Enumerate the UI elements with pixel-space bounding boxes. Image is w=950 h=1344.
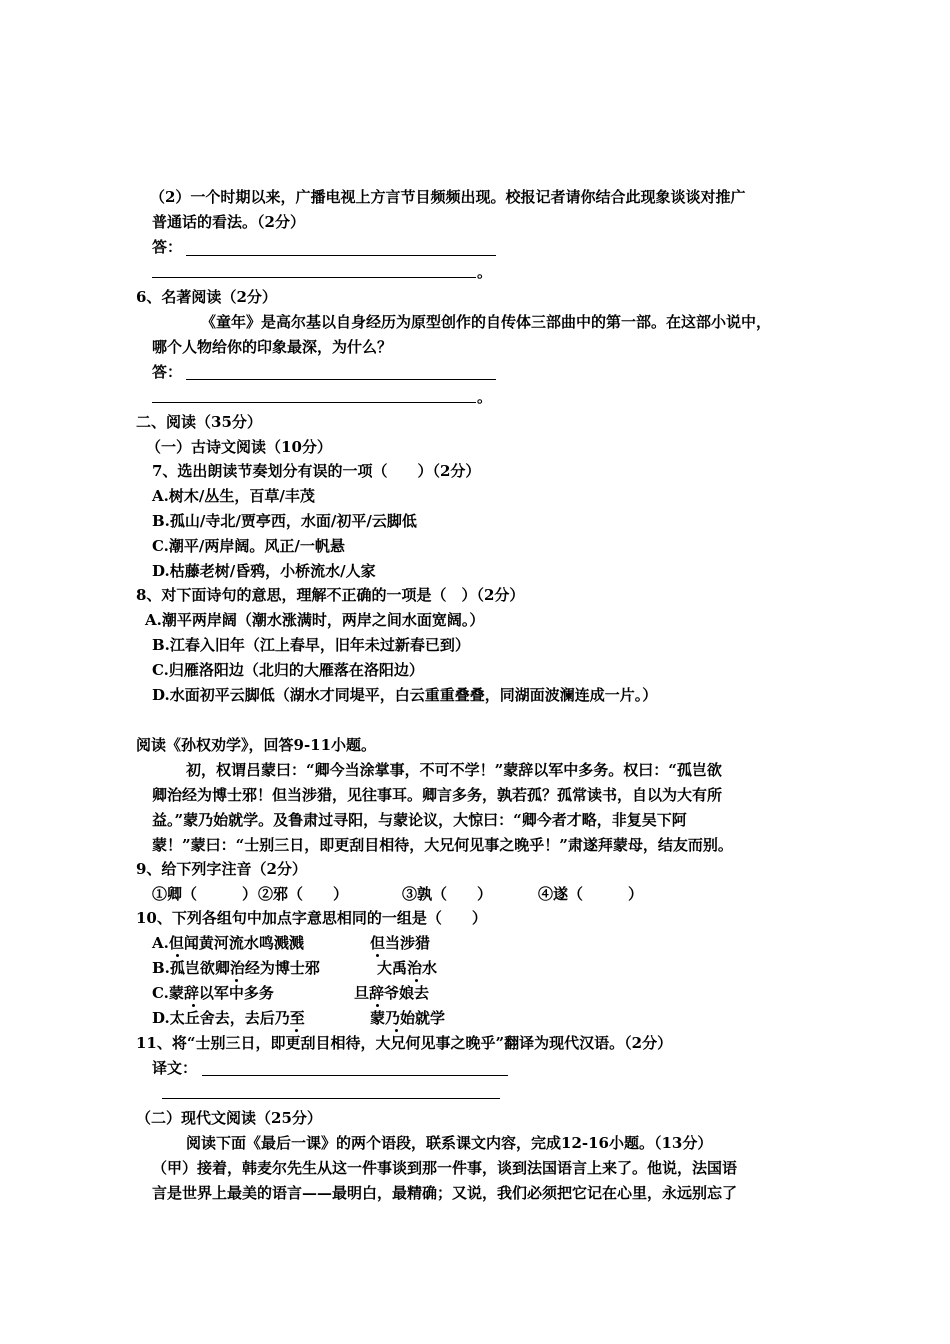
q7-option-c[interactable]: C.潮平/两岸阔。风正/一帆悬 bbox=[152, 537, 345, 555]
q8-option-c[interactable]: C.归雁洛阳边（北归的大雁落在洛阳边） bbox=[152, 661, 424, 679]
q8-option-d[interactable]: D.水面初平云脚低（湖水才同堤平，白云重重叠叠，同湖面波澜连成一片。） bbox=[152, 686, 658, 704]
q7-option-d[interactable]: D.枯藤老树/昏鸦，小桥流水/人家 bbox=[152, 562, 376, 580]
passage-line2: 卿治经为博士邪！但当涉猎，见往事耳。卿言多务，孰若孤？孤常读书，自以为大有所 bbox=[152, 786, 723, 804]
jia-line1: （甲）接着，韩麦尔先生从这一件事谈到那一件事，谈到法国语言上来了。他说，法国语 bbox=[152, 1159, 738, 1177]
q10-option-c-left[interactable]: C.蒙辞以军中多务 bbox=[152, 984, 274, 1002]
q6-line2: 哪个人物给你的印象最深，为什么？ bbox=[152, 338, 393, 356]
q11-stem: 11、将“士别三日，即更刮目相待，大兄何见事之晚乎”翻译为现代汉语。（2分） bbox=[136, 1034, 673, 1052]
q5-2-answer-label: 答： bbox=[152, 238, 183, 256]
q9-item-2[interactable]: ②邪（ ） bbox=[258, 885, 349, 903]
q11-translation-blank-1[interactable] bbox=[202, 1075, 508, 1076]
emphasis-dot bbox=[395, 1029, 398, 1032]
q9-stem: 9、给下列字注音（2分） bbox=[136, 860, 307, 878]
q10-option-d-left[interactable]: D.太丘舍去，去后乃至 bbox=[152, 1009, 305, 1027]
q10-option-a-right: 但当涉猎 bbox=[370, 934, 431, 952]
q10-option-d-right: 蒙乃始就学 bbox=[370, 1009, 446, 1027]
q10-stem: 10、下列各组句中加点字意思相同的一组是（ ） bbox=[136, 909, 487, 927]
q5-2-end-mark: 。 bbox=[477, 263, 493, 281]
emphasis-dot bbox=[415, 979, 418, 982]
q10-option-b-left[interactable]: B.孤岂欲卿治经为博士邪 bbox=[152, 959, 320, 977]
sub2-instruction: 阅读下面《最后一课》的两个语段，联系课文内容，完成12-16小题。（13分） bbox=[186, 1134, 713, 1152]
section2-sub2-title: （二）现代文阅读（25分） bbox=[136, 1109, 322, 1127]
q10-option-a-left[interactable]: A.但闻黄河流水鸣溅溅 bbox=[152, 934, 304, 952]
q10-option-b-right: 大禹治水 bbox=[377, 959, 438, 977]
q5-2-line1: （2）一个时期以来，广播电视上方言节目频频出现。校报记者请你结合此现象谈谈对推广 bbox=[150, 188, 746, 206]
q6-answer-label: 答： bbox=[152, 363, 183, 381]
q8-option-b[interactable]: B.江春入旧年（江上春早，旧年未过新春已到） bbox=[152, 636, 470, 654]
emphasis-dot bbox=[235, 979, 238, 982]
passage-line3: 益。”蒙乃始就学。及鲁肃过寻阳，与蒙论议，大惊曰：“卿今者才略，非复吴下阿 bbox=[152, 811, 687, 829]
emphasis-dot bbox=[176, 954, 179, 957]
q9-item-3[interactable]: ③孰（ ） bbox=[402, 885, 493, 903]
q8-option-a[interactable]: A.潮平两岸阔（潮水涨满时，两岸之间水面宽阔。） bbox=[145, 611, 485, 629]
q9-item-4[interactable]: ④遂（ ） bbox=[538, 885, 644, 903]
passage-line4: 蒙！”蒙曰：“士别三日，即更刮目相待，大兄何见事之晚乎！”肃遂拜蒙母，结友而别。 bbox=[152, 836, 733, 854]
emphasis-dot bbox=[376, 954, 379, 957]
q7-option-a[interactable]: A.树木/丛生，百草/丰茂 bbox=[152, 487, 315, 505]
q10-option-c-right: 旦辞爷娘去 bbox=[354, 984, 430, 1002]
q6-title: 6、名著阅读（2分） bbox=[136, 288, 277, 306]
section2-sub1-title: （一）古诗文阅读（10分） bbox=[146, 438, 332, 456]
q7-option-b[interactable]: B.孤山/寺北/贾亭西，水面/初平/云脚低 bbox=[152, 512, 417, 530]
q5-2-answer-blank-1[interactable] bbox=[186, 255, 496, 256]
q5-2-answer-blank-2[interactable] bbox=[152, 277, 476, 278]
passage-line1: 初，权谓吕蒙曰：“卿今当涂掌事，不可不学！”蒙辞以军中多务。权曰：“孤岂欲 bbox=[186, 761, 722, 779]
q6-answer-blank-2[interactable] bbox=[152, 402, 476, 403]
q6-line1: 《童年》是高尔基以自身经历为原型创作的自传体三部曲中的第一部。在这部小说中， bbox=[201, 313, 772, 331]
emphasis-dot bbox=[295, 1029, 298, 1032]
q8-stem: 8、对下面诗句的意思，理解不正确的一项是（ ）（2分） bbox=[136, 586, 525, 604]
jia-line2: 言是世界上最美的语言——最明白，最精确；又说，我们必须把它记在心里，永远别忘了 bbox=[152, 1184, 738, 1202]
q11-translation-blank-2[interactable] bbox=[162, 1098, 500, 1099]
emphasis-dot bbox=[376, 1004, 379, 1007]
emphasis-dot bbox=[192, 1004, 195, 1007]
q7-stem: 7、选出朗读节奏划分有误的一项（ ）（2分） bbox=[152, 462, 481, 480]
q6-answer-blank-1[interactable] bbox=[186, 379, 496, 380]
q9-item-1[interactable]: ①卿（ ） bbox=[152, 885, 258, 903]
passage-intro: 阅读《孙权劝学》，回答9-11小题。 bbox=[136, 736, 377, 754]
q11-translation-label: 译文： bbox=[152, 1059, 198, 1077]
q5-2-line2: 普通话的看法。（2分） bbox=[152, 213, 305, 231]
section2-title: 二、阅读（35分） bbox=[136, 413, 262, 431]
q6-end-mark: 。 bbox=[477, 388, 493, 406]
